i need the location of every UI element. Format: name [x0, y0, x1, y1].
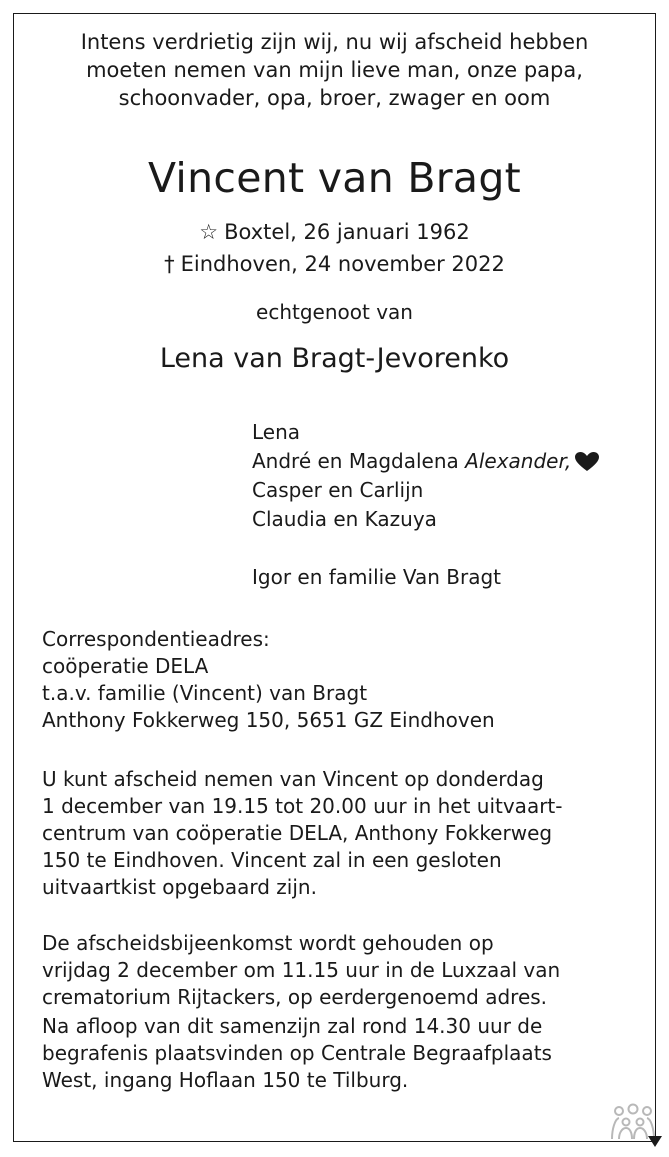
birth-text: Boxtel, 26 januari 1962	[224, 220, 470, 244]
address-line: Correspondentieadres:	[42, 627, 270, 651]
paragraph-line: crematorium Rijtackers, op eerdergenoemd adres.	[42, 985, 548, 1009]
star-icon: ☆	[199, 220, 219, 244]
paragraph-line: West, ingang Hoflaan 150 te Tilburg.	[42, 1068, 409, 1092]
life-dates	[0, 216, 669, 280]
paragraph-line: U kunt afscheid nemen van Vincent op donderdag	[42, 767, 544, 791]
paragraph-line: 150 te Eindhoven. Vincent zal in een gesloten	[42, 848, 502, 872]
address-line: coöperatie DELA	[42, 654, 209, 678]
burial-paragraph	[42, 1013, 632, 1094]
address-line: t.a.v. familie (Vincent) van Bragt	[42, 681, 368, 705]
family-member: Claudia en Kazuya	[252, 507, 437, 531]
paragraph-line: De afscheidsbijeenkomst wordt gehouden op	[42, 931, 494, 955]
death-text: Eindhoven, 24 november 2022	[180, 252, 505, 276]
spouse-name: Lena van Bragt-Jevorenko	[159, 343, 510, 374]
paragraph-line: vrijdag 2 december om 11.15 uur in de Luxzaal van	[42, 958, 561, 982]
paragraph-line: centrum van coöperatie DELA, Anthony Fokkerweg	[42, 821, 553, 845]
ceremony-paragraph	[42, 930, 632, 1011]
triangle-down-icon[interactable]	[647, 1134, 663, 1148]
intro-line: Intens verdrietig zijn wij, nu wij afscheid hebben	[80, 30, 589, 54]
cross-icon: †	[164, 252, 175, 276]
spouse-intro: echtgenoot van	[256, 300, 413, 324]
family-list	[252, 418, 599, 592]
intro-text	[0, 28, 669, 112]
farewell-paragraph	[42, 766, 632, 901]
paragraph-line: 1 december van 19.15 tot 20.00 uur in het uitvaart-	[42, 794, 563, 818]
address-line: Anthony Fokkerweg 150, 5651 GZ Eindhoven	[42, 708, 495, 732]
birth-line	[0, 216, 669, 248]
heart-icon	[575, 452, 599, 472]
deceased-name: Vincent van Bragt	[147, 154, 522, 202]
paragraph-line: begrafenis plaatsvinden op Centrale Begraafplaats	[42, 1041, 552, 1065]
paragraph-line: Na afloop van dit samenzijn zal rond 14.30 uur de	[42, 1014, 543, 1038]
intro-line: moeten nemen van mijn lieve man, onze papa,	[86, 58, 583, 82]
family-member: Casper en Carlijn	[252, 478, 424, 502]
family-member: André en Magdalena Alexander,	[252, 447, 599, 476]
correspondence-address	[42, 626, 632, 734]
family-member: Lena	[252, 420, 301, 444]
death-line	[0, 248, 669, 280]
paragraph-line: uitvaartkist opgebaard zijn.	[42, 875, 317, 899]
intro-line: schoonvader, opa, broer, zwager en oom	[118, 86, 551, 110]
family-member: Igor en familie Van Bragt	[252, 565, 502, 589]
